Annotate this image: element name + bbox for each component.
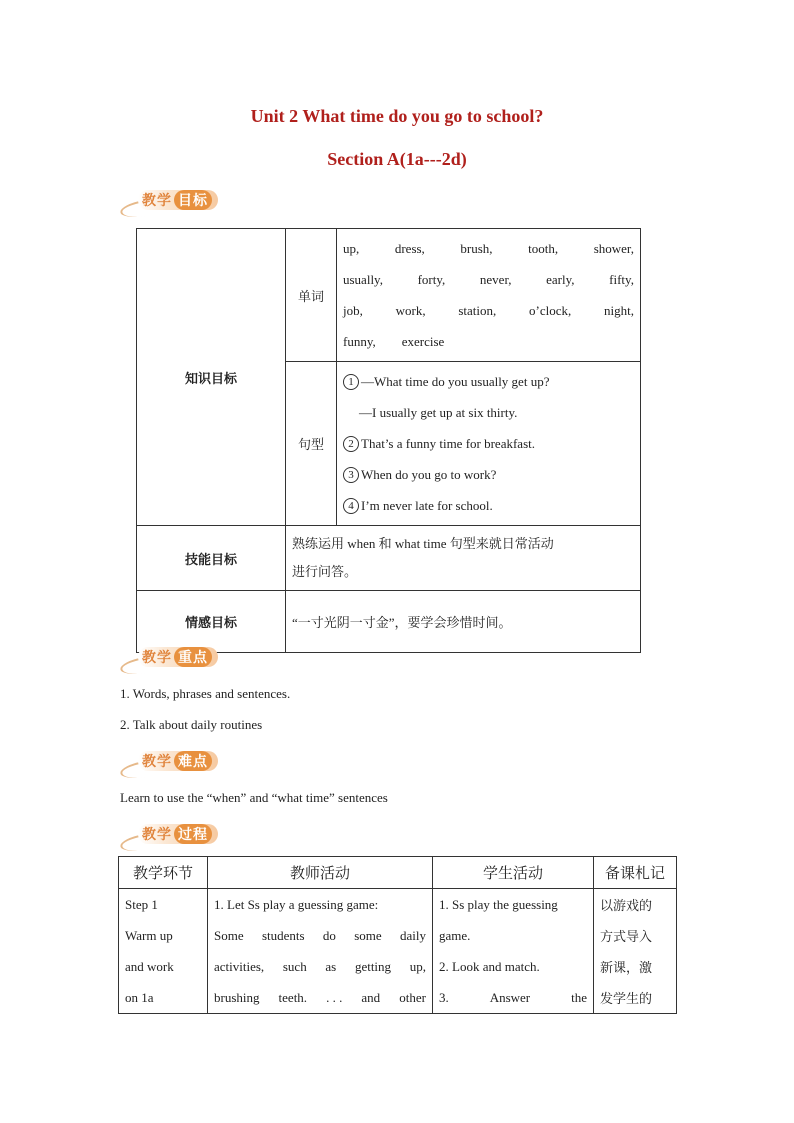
step-line: Warm up [125, 927, 173, 943]
circled-number: 3 [343, 467, 359, 483]
difficulties-badge [120, 749, 230, 775]
vocab-word: station, [458, 302, 497, 318]
teacher-line [214, 951, 426, 982]
vocab-word: work, [395, 302, 426, 318]
step-line: Step 1 [125, 896, 158, 912]
vocab-word: tooth, [528, 240, 559, 256]
vocab-row [343, 264, 634, 295]
sentence-text: When do you go to work? [361, 466, 497, 482]
key-points-badge [120, 645, 230, 671]
vocab-word: up, [343, 240, 360, 256]
header-cell: 教学环节 [119, 857, 208, 889]
emotion-text: “一寸光阴一寸金”，要学会珍惜时间。 [286, 591, 641, 653]
section-subtitle: Section A(1a---2d) [327, 149, 467, 169]
badge-highlight: 难点 [174, 751, 212, 771]
student-line-word: game. [439, 927, 471, 943]
skill-text-line: 进行问答。 [292, 564, 358, 579]
teacher-line-word: Some [214, 927, 244, 943]
sentence-line [343, 366, 634, 397]
key-point-item: 1. Words, phrases and sentences. [120, 686, 291, 701]
sentence-text: That’s a funny time for breakfast. [361, 435, 535, 451]
teacher-line-word: getting [354, 958, 392, 974]
teacher-line-word: do [322, 927, 336, 943]
note-line: 方式导入 [600, 930, 653, 945]
vocab-word: early, [546, 271, 575, 287]
vocab-word: shower, [593, 240, 634, 256]
vocab-word: brush, [460, 240, 493, 256]
vocab-word: never, [479, 271, 512, 287]
student-line-word: 2. Look and match. [439, 958, 540, 974]
circled-number: 4 [343, 498, 359, 514]
teacher-line-word: and [361, 989, 381, 1005]
teacher-line-word: as [325, 958, 337, 974]
teacher-line-word: . . . [326, 989, 343, 1005]
note-line: 新课，激 [600, 961, 653, 976]
teacher-line-word: up, [409, 958, 426, 974]
student-line-word: 1. Ss play the guessing [439, 896, 558, 912]
badge-highlight: 目标 [174, 190, 212, 210]
note-line: 发学生的 [600, 992, 653, 1007]
vocab-word: night, [604, 302, 634, 318]
step-line: and work [125, 958, 174, 974]
header-cell: 备课札记 [594, 857, 677, 889]
vocab-word: usually, [343, 271, 383, 287]
teacher-line-word: activities, [214, 958, 265, 974]
teacher-cell [208, 889, 433, 1014]
page-title: Unit 2 What time do you go to school? [250, 106, 544, 126]
vocab-word: job, [343, 302, 363, 318]
badge-text: 教学 [142, 827, 172, 843]
vocab-label: 单词 [286, 229, 337, 362]
sentence-line [343, 490, 634, 521]
teacher-line-word: 1. Let Ss play a guessing game: [214, 896, 379, 912]
badge-text: 教学 [142, 650, 172, 666]
teacher-line-word: daily [399, 927, 426, 943]
student-line [439, 982, 587, 1013]
note-line: 以游戏的 [600, 899, 653, 914]
circled-number: 1 [343, 374, 359, 390]
student-line-word: the [571, 989, 587, 1005]
sentence-line [343, 397, 634, 428]
badge-text: 教学 [142, 754, 172, 770]
student-cell [433, 889, 594, 1014]
vocab-word: exercise [401, 333, 445, 349]
skill-label: 技能目标 [137, 526, 286, 591]
student-line-word: Answer [489, 989, 531, 1005]
sentence-label: 句型 [286, 362, 337, 526]
student-line [439, 920, 587, 951]
vocab-row [343, 295, 634, 326]
emotion-label: 情感目标 [137, 591, 286, 653]
sentence-cell [337, 362, 641, 526]
process-table [118, 856, 677, 1014]
knowledge-label: 知识目标 [137, 229, 286, 526]
vocab-row [343, 326, 634, 357]
difficulty-text: Learn to use the “when” and “what time” sentences [120, 790, 388, 805]
badge-highlight: 重点 [174, 647, 212, 667]
sentence-line [343, 459, 634, 490]
notes-cell [594, 889, 677, 1014]
objectives-table [136, 228, 641, 653]
skill-cell [286, 526, 641, 591]
vocab-row [343, 233, 634, 264]
circled-number: 2 [343, 436, 359, 452]
sentence-text: —What time do you usually get up? [361, 373, 550, 389]
student-line-word: 3. [439, 989, 449, 1005]
sentence-line [343, 428, 634, 459]
student-line [439, 951, 587, 982]
vocab-cell [337, 229, 641, 362]
teacher-line [214, 889, 426, 920]
badge-highlight: 过程 [174, 824, 212, 844]
header-cell: 学生活动 [433, 857, 594, 889]
teacher-line-word: students [261, 927, 305, 943]
teacher-line [214, 920, 426, 951]
process-badge [120, 822, 230, 848]
step-cell [119, 889, 208, 1014]
skill-text-line: 熟练运用 when 和 what time 句型来就日常活动 [292, 536, 554, 551]
teacher-line-word: such [282, 958, 307, 974]
badge-text: 教学 [142, 193, 172, 209]
vocab-word: forty, [417, 271, 446, 287]
sentence-text: —I usually get up at six thirty. [359, 404, 518, 420]
teacher-line-word: teeth. [278, 989, 308, 1005]
teacher-line-word: some [354, 927, 382, 943]
vocab-word: o’clock, [529, 302, 572, 318]
teacher-line [214, 982, 426, 1013]
step-line: on 1a [125, 989, 154, 1005]
teacher-line-word: brushing [214, 989, 260, 1005]
vocab-word: fifty, [609, 271, 634, 287]
vocab-word: dress, [394, 240, 425, 256]
vocab-word: funny, [343, 333, 376, 349]
objectives-badge [120, 188, 230, 214]
key-point-item: 2. Talk about daily routines [120, 717, 263, 732]
header-cell: 教师活动 [208, 857, 433, 889]
student-line [439, 889, 587, 920]
sentence-text: I’m never late for school. [361, 497, 493, 513]
teacher-line-word: other [399, 989, 426, 1005]
